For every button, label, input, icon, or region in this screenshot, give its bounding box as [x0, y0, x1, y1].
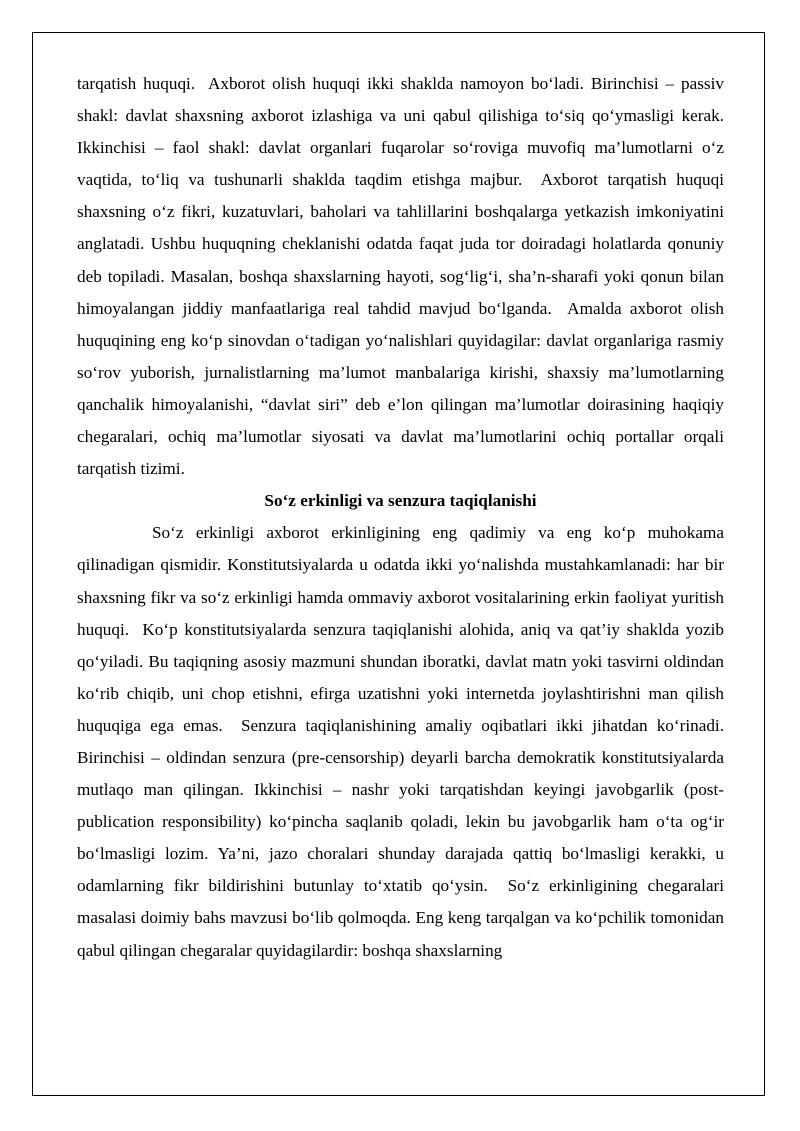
document-body	[77, 68, 729, 967]
body-paragraph: So‘z erkinligi axborot erkinligining eng qadimiy va eng ko‘p muhokama qilinadigan qismidir. Konstitutsiyalarda u odatda ikki yo‘nalishda mustahkamlanadi: har bir shaxsning fikr va so‘z erkinligi hamda ommaviy axborot vositalarining erkin faoliyat yuritish huquqi. Ko‘p konstitutsiyalarda senzura taqiqlanishi alohida, aniq va qat’iy shaklda yozib qo‘yiladi. Bu taqiqning asosiy mazmuni shundan iboratki, davlat matn yoki tasvirni oldindan ko‘rib chiqib, uni chop etishni, efirga uzatishni yoki internetda joylashtirishni man qilish huquqiga ega emas. Senzura taqiqlanishining amaliy oqibatlari ikki jihatdan ko‘rinadi. Birinchisi – oldindan senzura (pre-censorship) deyarli barcha demokratik konstitutsiyalarda mutlaqo man qilingan. Ikkinchisi – nashr yoki tarqatishdan keyingi javobgarlik (post-publication responsibility) ko‘pincha saqlanib qoladi, lekin bu javobgarlik ham o‘ta og‘ir bo‘lmasligi lozim. Ya’ni, jazo choralari shunday darajada qattiq bo‘lmasligi kerakki, u odamlarning fikr bildirishini butunlay to‘xtatib qo‘ysin. So‘z erkinligining chegaralari masalasi doimiy bahs mavzusi bo‘lib qolmoqda. Eng keng tarqalgan va ko‘pchilik tomonidan qabul qilingan chegaralar quyidagilardir: boshqa shaxslarning	[77, 523, 729, 960]
body-paragraph: tarqatish huquqi. Axborot olish huquqi ikki shaklda namoyon bo‘ladi. Birinchisi – passiv shakl: davlat shaxsning axborot izlashiga va uni qabul qilishiga to‘siq qo‘ymasligi kerak. Ikkinchisi – faol shakl: davlat organlari fuqarolar so‘roviga muvofiq ma’lumotlarni o‘z vaqtida, to‘liq va tushunarli shaklda taqdim etishga majbur. Axborot tarqatish huquqi shaxsning o‘z fikri, kuzatuvlari, baholari va tahlillarini boshqalarga yetkazish imkoniyatini anglatadi. Ushbu huquqning cheklanishi odatda faqat juda tor doiradagi holatlarda qonuniy deb topiladi. Masalan, boshqa shaxslarning hayoti, sog‘lig‘i, sha’n-sharafi yoki qonun bilan himoyalangan jiddiy manfaatlariga real tahdid mavjud bo‘lganda. Amalda axborot olish huquqining eng ko‘p sinovdan o‘tadigan yo‘nalishlari quyidagilar: davlat organlariga rasmiy so‘rov yuborish, jurnalistlarning ma’lumot manbalariga kirishi, shaxsiy ma’lumotlarning qanchalik himoyalanishi, “davlat siri” deb e’lon qilingan ma’lumotlar doirasining haqiqiy chegaralari, ochiq ma’lumotlar siyosati va davlat ma’lumotlarini ochiq portallar orqali tarqatish tizimi.	[77, 74, 729, 479]
section-heading: So‘z erkinligi va senzura taqiqlanishi	[264, 491, 537, 511]
